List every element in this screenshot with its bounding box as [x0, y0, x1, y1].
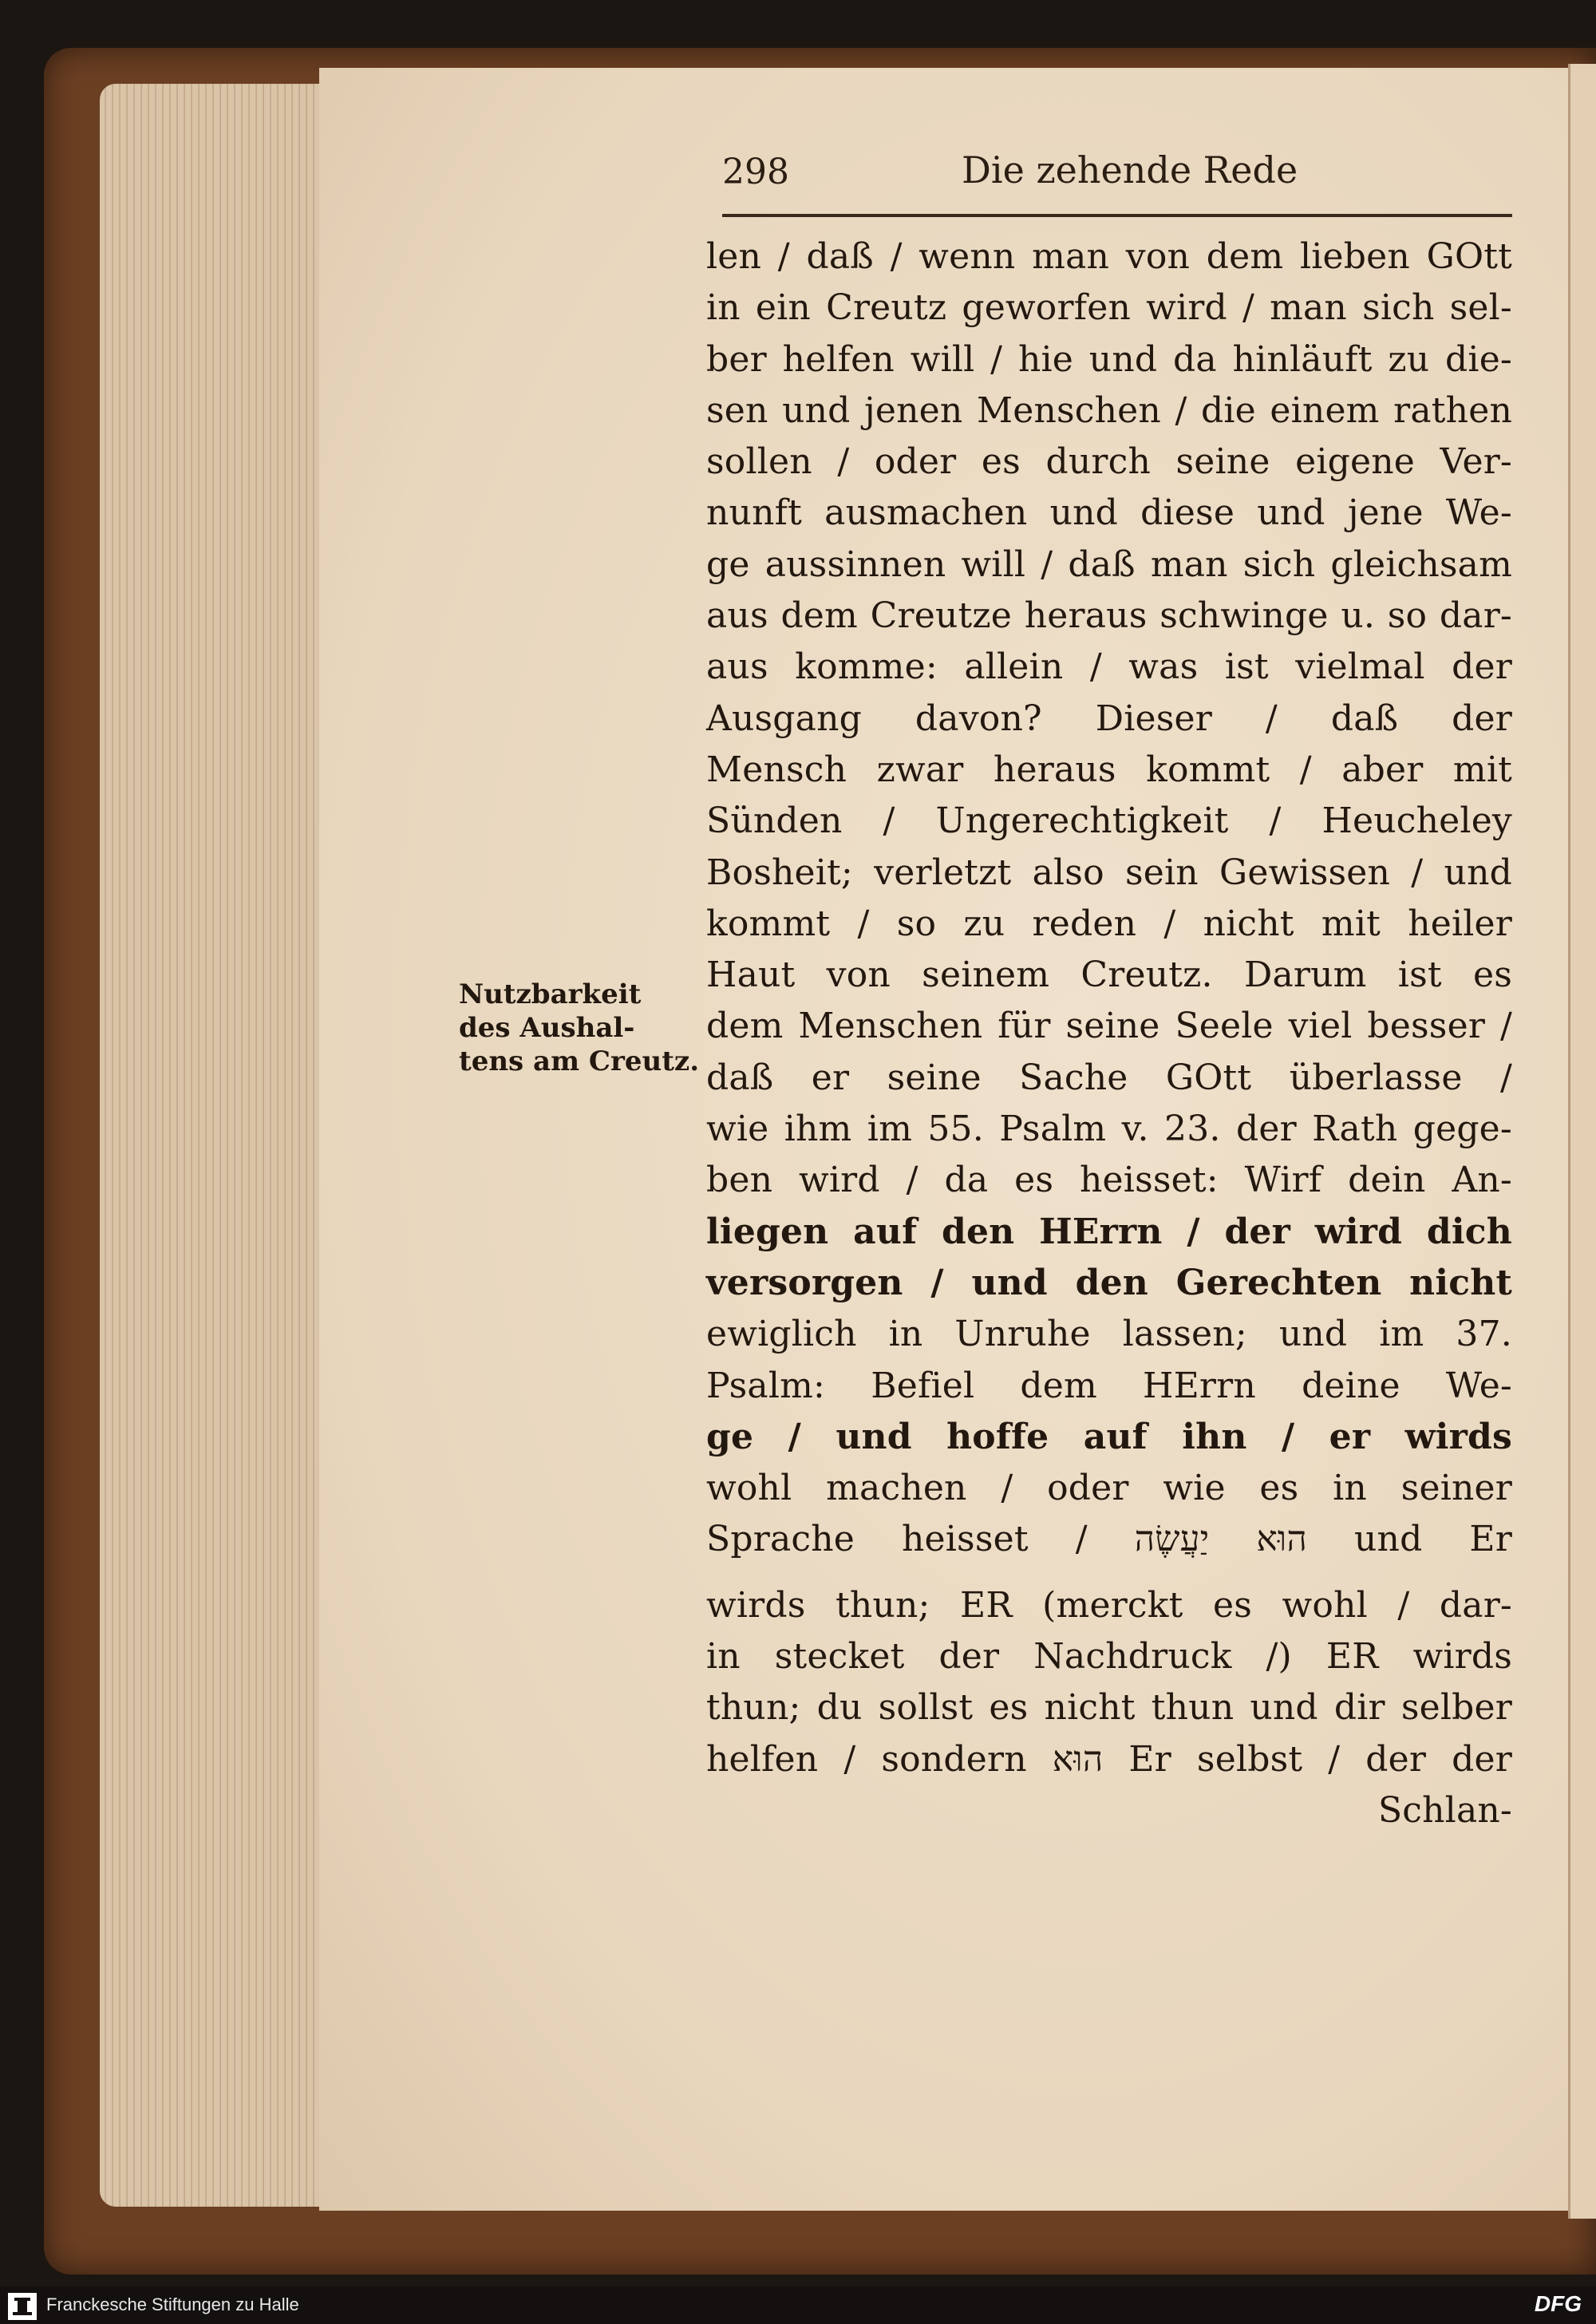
text-line: wohl machen / oder wie es in seiner [706, 1468, 1512, 1509]
text-line: aus dem Creutze heraus schwinge u. so dar- [706, 595, 1512, 637]
text-line: Sprache heisset / הוּא יַעֲשֶׂה und Er [706, 1519, 1512, 1560]
text-line: ben wird / da es heisset: Wirf dein An- [706, 1160, 1512, 1201]
facing-page-edge [1568, 64, 1596, 2219]
text-line: nunft ausmachen und diese und jene We- [706, 492, 1512, 534]
text-line: daß er seine Sache GOtt überlasse / [706, 1057, 1512, 1098]
text-line: wie ihm im 55. Psalm v. 23. der Rath gege- [706, 1109, 1512, 1150]
bleed-through-shadow [431, 1632, 654, 1879]
catchword: Schlan- [1377, 1789, 1512, 1831]
header-rule [722, 214, 1512, 217]
text-line: thun; du sollst es nicht thun und dir selber [706, 1687, 1512, 1729]
line-gap [706, 1566, 1512, 1580]
text-line: len / daß / wenn man von dem lieben GOtt [706, 236, 1512, 277]
text-line: ge / und hoffe auf ihn / er wirds [706, 1416, 1512, 1457]
text-line: versorgen / und den Gerechten nicht [706, 1262, 1512, 1303]
page-header [722, 144, 1512, 208]
page-number: 298 [722, 152, 789, 192]
text-line: Bosheit; verletzt also sein Gewissen / und [706, 852, 1512, 893]
text-line: ge aussinnen will / daß man sich gleichsam [706, 543, 1512, 585]
running-head: Die zehende Rede [962, 148, 1298, 192]
text-line: sollen / oder es durch seine eigene Ver- [706, 441, 1512, 483]
text-line: Haut von seinem Creutz. Darum ist es [706, 955, 1512, 996]
text-line: sen und jenen Menschen / die einem rathen [706, 389, 1512, 431]
body-text [706, 231, 1512, 1836]
text-line: ber helfen will / hie und da hinläuft zu die- [706, 338, 1512, 380]
dfg-logo: DFG [1534, 2291, 1582, 2316]
text-line: Psalm: Befiel dem HErrn deine We- [706, 1365, 1512, 1406]
text-line: in stecket der Nachdruck /) ER wirds [706, 1636, 1512, 1678]
footer-credit: Franckesche Stiftungen zu Halle [46, 2294, 299, 2314]
text-line: Sünden / Ungerechtigkeit / Heucheley [706, 800, 1512, 842]
marginal-note-line: des Aushal- [459, 1012, 635, 1044]
text-line: Ausgang davon? Dieser / daß der [706, 698, 1512, 739]
text-line: helfen / sondern הוּא Er selbst / der der [706, 1738, 1512, 1780]
marginal-note-line: Nutzbarkeit [459, 978, 642, 1010]
text-line: in ein Creutz geworfen wird / man sich sel- [706, 287, 1512, 329]
page-edges [100, 84, 343, 2207]
text-line: kommt / so zu reden / nicht mit heiler [706, 903, 1512, 944]
marginal-note [459, 978, 698, 1078]
text-line: dem Menschen für seine Seele viel besser / [706, 1006, 1512, 1047]
text-line: wirds thun; ER (merckt es wohl / dar- [706, 1584, 1512, 1626]
text-line: aus komme: allein / was ist vielmal der [706, 646, 1512, 688]
marginal-note-line: tens am Creutz. [459, 1045, 700, 1077]
text-line: ewiglich in Unruhe lassen; und im 37. [706, 1314, 1512, 1355]
text-line: liegen auf den HErrn / der wird dich [706, 1211, 1512, 1252]
text-line: Mensch zwar heraus kommt / aber mit [706, 749, 1512, 790]
institution-logo-icon [8, 2293, 37, 2320]
viewer-footer [0, 2286, 1596, 2324]
